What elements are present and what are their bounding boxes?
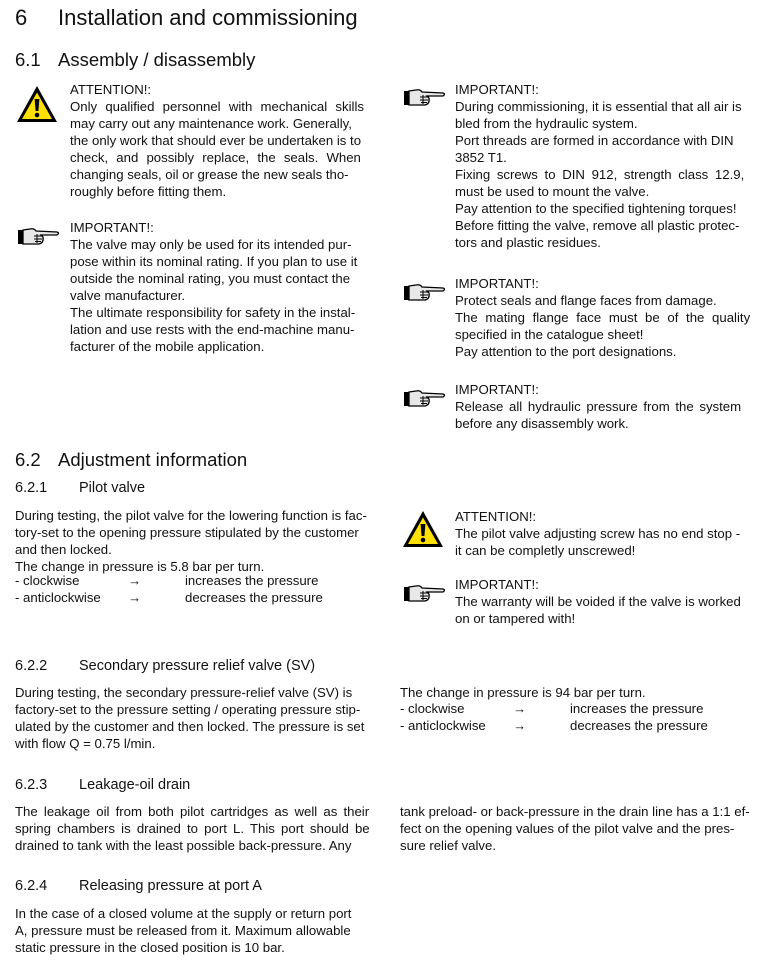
note-line: The warranty will be voided if the valve is worked bbox=[455, 594, 741, 609]
important-note-3 bbox=[455, 275, 749, 360]
pilot-valve-rotation-table bbox=[15, 573, 323, 606]
arrow-right-icon: → bbox=[513, 701, 527, 716]
secondary-relief-change-text: The change in pressure is 94 bar per turn. bbox=[400, 685, 646, 700]
note-body bbox=[70, 98, 364, 200]
note-line: before any disassembly work. bbox=[455, 416, 629, 431]
subsection-number: 6.2.2 bbox=[15, 658, 48, 674]
text-line: fect on the opening values of the pilot valve and the pres- bbox=[400, 821, 735, 836]
note-line: specified in the catalogue sheet! bbox=[455, 327, 644, 342]
subsection-title: Leakage-oil drain bbox=[79, 777, 191, 793]
note-line: outside the nominal rating, you must contact the bbox=[70, 271, 351, 286]
section-title: Adjustment information bbox=[58, 449, 248, 470]
rotation-effect: increases the pressure bbox=[570, 701, 704, 716]
text-line: spring chambers is drained to port L. This port should be bbox=[15, 821, 370, 836]
pilot-valve-text bbox=[15, 507, 370, 575]
note-line: The valve may only be used for its intended pur- bbox=[70, 237, 352, 252]
subsection-title: Pilot valve bbox=[79, 480, 146, 496]
subsection-number: 6.2.3 bbox=[15, 777, 48, 793]
attention-note-1 bbox=[70, 81, 364, 200]
note-line: check, and possibly replace, the seals. When bbox=[70, 150, 361, 165]
arrow-right-icon: → bbox=[128, 589, 142, 605]
secondary-relief-text bbox=[15, 684, 370, 752]
subsection-heading-6-2-1 bbox=[15, 480, 145, 496]
important-note-5 bbox=[455, 576, 755, 627]
pointing-hand-icon bbox=[403, 281, 447, 303]
subsection-heading-6-2-3 bbox=[15, 777, 190, 793]
note-line: facturer of the mobile application. bbox=[70, 339, 265, 354]
note-line: During commissioning, it is essential that all air is bbox=[455, 99, 742, 114]
rotation-row bbox=[15, 573, 323, 590]
text-line: tory-set to the opening pressure stipulated by the customer bbox=[15, 525, 359, 540]
note-line: The pilot valve adjusting screw has no end stop - bbox=[455, 526, 741, 541]
pointing-hand-icon bbox=[17, 225, 61, 247]
note-line: on or tampered with! bbox=[455, 611, 576, 626]
note-title: IMPORTANT!: bbox=[455, 382, 539, 397]
note-line: The mating flange face must be of the quality bbox=[455, 310, 751, 325]
text-line: and then locked. bbox=[15, 542, 112, 557]
note-body bbox=[455, 98, 749, 251]
rotation-effect: decreases the pressure bbox=[570, 717, 708, 733]
rotation-effect: increases the pressure bbox=[185, 573, 319, 588]
subsection-number: 6.2.1 bbox=[15, 480, 48, 496]
rotation-direction: - anticlockwise bbox=[15, 589, 101, 605]
section-number: 6.2 bbox=[15, 449, 41, 470]
text-line: The change in pressure is 5.8 bar per turn. bbox=[15, 559, 265, 574]
note-title: IMPORTANT!: bbox=[455, 82, 539, 97]
text-line: sure relief valve. bbox=[400, 838, 497, 853]
chapter-number: 6 bbox=[15, 5, 28, 30]
subsection-heading-6-2-2 bbox=[15, 658, 315, 674]
rotation-row bbox=[400, 701, 708, 718]
note-line: The ultimate responsibility for safety in the instal- bbox=[70, 305, 356, 320]
subsection-title: Releasing pressure at port A bbox=[79, 878, 262, 894]
text-line: static pressure in the closed position is 10 bar. bbox=[15, 940, 285, 955]
note-line: valve manufacturer. bbox=[70, 288, 186, 303]
note-line: roughly before fitting them. bbox=[70, 184, 227, 199]
note-line: Release all hydraulic pressure from the system bbox=[455, 399, 742, 414]
section-heading-6-2 bbox=[15, 449, 247, 471]
leakage-oil-text-continued bbox=[400, 803, 755, 854]
note-line: lation and use rests with the end-machine manu- bbox=[70, 322, 355, 337]
section-title: Assembly / disassembly bbox=[58, 49, 256, 70]
important-note-4 bbox=[455, 381, 749, 432]
note-line: pose within its nominal rating. If you plan to use it bbox=[70, 254, 358, 269]
rotation-direction: - anticlockwise bbox=[400, 717, 486, 733]
pointing-hand-icon bbox=[403, 582, 447, 604]
note-line: Port threads are formed in accordance with DIN bbox=[455, 133, 734, 148]
note-title: ATTENTION!: bbox=[455, 509, 537, 524]
note-title: IMPORTANT!: bbox=[70, 220, 154, 235]
arrow-right-icon: → bbox=[513, 717, 527, 733]
secondary-relief-rotation-table bbox=[400, 701, 708, 734]
warning-triangle-icon bbox=[401, 509, 445, 549]
note-body bbox=[70, 236, 364, 355]
section-heading-6-1 bbox=[15, 49, 255, 71]
important-note-2 bbox=[455, 81, 749, 251]
rotation-row bbox=[400, 718, 708, 735]
note-line: tors and plastic residues. bbox=[455, 235, 601, 250]
arrow-right-icon: → bbox=[128, 573, 142, 588]
text-line: tank preload- or back-pressure in the drain line has a 1:1 ef- bbox=[400, 804, 750, 819]
note-body bbox=[455, 593, 755, 627]
note-line: Pay attention to the specified tightening torques! bbox=[455, 201, 737, 216]
text-line: A, pressure must be released from it. Maximum allowable bbox=[15, 923, 351, 938]
note-line: must be used to mount the valve. bbox=[455, 184, 650, 199]
note-line: Pay attention to the port designations. bbox=[455, 344, 677, 359]
note-body bbox=[455, 525, 755, 559]
note-line: the only work that should ever be undertaken is to bbox=[70, 133, 362, 148]
section-number: 6.1 bbox=[15, 49, 41, 70]
text-line: factory-set to the pressure setting / operating pressure stip- bbox=[15, 702, 361, 717]
rotation-effect: decreases the pressure bbox=[185, 589, 323, 605]
subsection-number: 6.2.4 bbox=[15, 878, 48, 894]
releasing-pressure-text bbox=[15, 905, 370, 956]
note-title: ATTENTION!: bbox=[70, 82, 152, 97]
chapter-heading bbox=[15, 5, 358, 31]
rotation-direction: - clockwise bbox=[15, 573, 80, 588]
text-line: In the case of a closed volume at the supply or return port bbox=[15, 906, 352, 921]
text-line: drained to tank with the least possible back-pressure. Any bbox=[15, 838, 352, 853]
pointing-hand-icon bbox=[403, 387, 447, 409]
note-line: bled from the hydraulic system. bbox=[455, 116, 638, 131]
warning-triangle-icon bbox=[15, 84, 59, 124]
note-line: Protect seals and flange faces from damage. bbox=[455, 293, 717, 308]
note-title: IMPORTANT!: bbox=[455, 276, 539, 291]
note-line: changing seals, oil or grease the new seals tho- bbox=[70, 167, 349, 182]
note-line: Only qualified personnel with mechanical skills bbox=[70, 99, 364, 114]
text-line: The leakage oil from both pilot cartridges as well as their bbox=[15, 804, 370, 819]
important-note-1 bbox=[70, 219, 364, 355]
text-line: ulated by the customer and then locked. The pressure is set bbox=[15, 719, 365, 734]
attention-note-2 bbox=[455, 508, 755, 559]
note-body bbox=[455, 292, 749, 360]
note-line: 3852 T1. bbox=[455, 150, 507, 165]
note-line: Fixing screws to DIN 912, strength class 12.9, bbox=[455, 167, 745, 182]
rotation-row bbox=[15, 590, 323, 607]
text-line: During testing, the pilot valve for the lowering function is fac- bbox=[15, 508, 367, 523]
text-line: with flow Q = 0.75 l/min. bbox=[15, 736, 156, 751]
rotation-direction: - clockwise bbox=[400, 701, 465, 716]
pointing-hand-icon bbox=[403, 86, 447, 108]
subsection-title: Secondary pressure relief valve (SV) bbox=[79, 658, 316, 674]
note-body bbox=[455, 398, 749, 432]
subsection-heading-6-2-4 bbox=[15, 878, 262, 894]
note-line: it can be completly unscrewed! bbox=[455, 543, 636, 558]
text-line: During testing, the secondary pressure-relief valve (SV) is bbox=[15, 685, 353, 700]
note-title: IMPORTANT!: bbox=[455, 577, 539, 592]
note-line: Before fitting the valve, remove all plastic protec- bbox=[455, 218, 740, 233]
leakage-oil-text bbox=[15, 803, 370, 854]
note-line: may carry out any maintenance work. Generally, bbox=[70, 116, 352, 131]
chapter-title: Installation and commissioning bbox=[58, 5, 358, 30]
